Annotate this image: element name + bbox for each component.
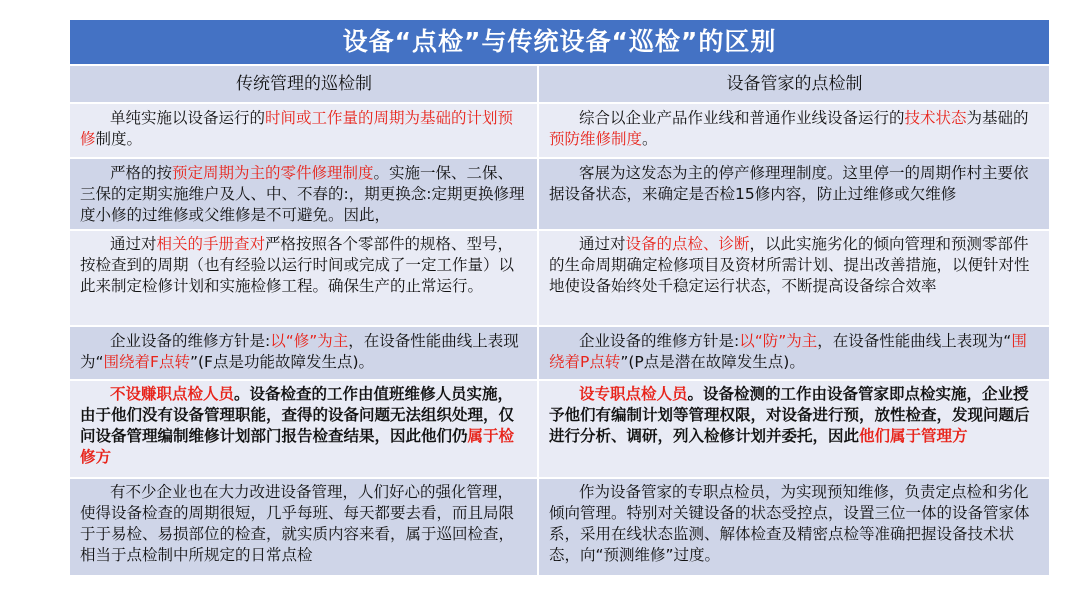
- cell-housekeeper: 作为设备管家的专职点检员，为实现预知维修，负责定点检和劣化倾向管理。特别对关键设备的状态受控点，设置三位一体的设备管家体系，采用在线状态监测、解体检查及精密点检等准确把握设备技术状态，向“预测维修”过度。: [539, 479, 1049, 575]
- cell-traditional: 通过对相关的手册查对严格按照各个零部件的规格、型号，按检查到的周期（也有经验以运行时间或完成了一定工作量）以此来制定检修计划和实施检修工程。确保生产的止常运行。: [70, 231, 539, 325]
- table-row: [70, 325, 1049, 379]
- cell-traditional: 不设赚职点检人员。设备检查的工作由值班维修人员实施，由于他们没有设备管理职能，查得的设备问题无法组织处理，仅问设备管理编制维修计划部门报告检查结果，因此他们仍属于检修方: [70, 381, 539, 477]
- table-title: 设备“点检”与传统设备“巡检”的区别: [70, 20, 1049, 64]
- comparison-table: [70, 20, 1049, 575]
- cell-housekeeper: 客展为这发态为主的停产修理理制度。这里停一的周期作村主要依据设备状态，来确定是否检15修内容，防止过维修或欠维修: [539, 159, 1049, 229]
- cell-housekeeper: 企业设备的维修方针是:以“防”为主，在设备性能曲线上表现为“围绕着P点转”(P点是潜在故障发生点)。: [539, 327, 1049, 379]
- cell-traditional: 企业设备的维修方针是:以“修”为主，在设备性能曲线上表现为“围绕着F点转”(F点是功能故障发生点)。: [70, 327, 539, 379]
- cell-traditional: 单纯实施以设备运行的时间或工作量的周期为基础的计划预修制度。: [70, 104, 539, 157]
- cell-housekeeper: 综合以企业产品作业线和普通作业线设备运行的技术状态为基础的预防维修制度。: [539, 104, 1049, 157]
- header-housekeeper: 设备管家的点检制: [539, 66, 1049, 102]
- cell-housekeeper: 设专职点检人员。设备检测的工作由设备管家即点检实施，企业授予他们有编制计划等管理权限，对设备进行预，放性检查，发现问题后进行分析、调研，列入检修计划并委托，因此他们属于管理方: [539, 381, 1049, 477]
- table-row: [70, 157, 1049, 229]
- header-row: [70, 64, 1049, 102]
- table-row: [70, 379, 1049, 477]
- table-row: [70, 102, 1049, 157]
- cell-traditional: 严格的按预定周期为主的零件修理制度。实施一保、二保、三保的定期实施维户及人、中、不春的:，期更换念:定期更换修理度小修的过维修或父维修是不可避免。因此，: [70, 159, 539, 229]
- cell-traditional: 有不少企业也在大力改进设备管理，人们好心的强化管理，使得设备检查的周期很短，几乎每班、每天都要去看，而且局限于于易检、易损部位的检查，就实质内容来看，属于巡回检查，相当于点检制中所规定的日常点检: [70, 479, 539, 575]
- header-traditional: 传统管理的巡检制: [70, 66, 539, 102]
- cell-housekeeper: 通过对设备的点检、诊断，以此实施劣化的倾向管理和预测零部件的生命周期确定检修项目及资材所需计划、提出改善措施，以便针对性地使设备始终处千稳定运行状态，不断提高设备综合效率: [539, 231, 1049, 325]
- table-row: [70, 229, 1049, 325]
- table-row: [70, 477, 1049, 575]
